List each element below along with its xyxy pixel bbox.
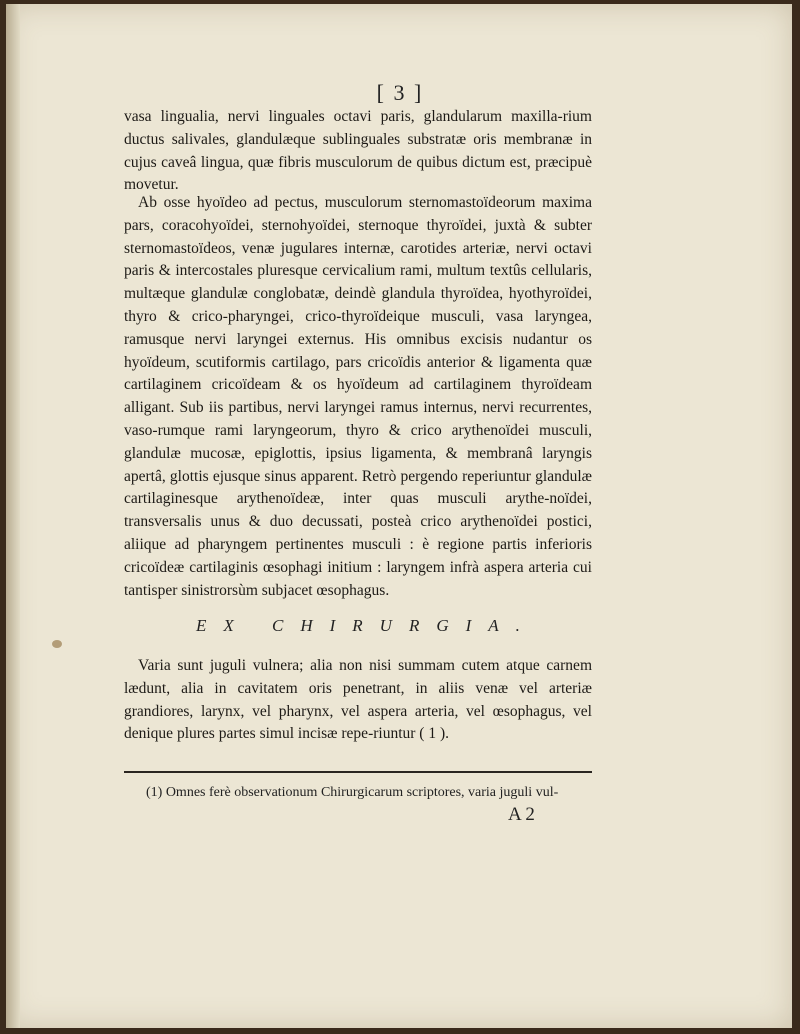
paragraph-2: Ab osse hyoïdeo ad pectus, musculorum sternomastoïdeorum maxima pars, coracohyoïdei, sternohyoïdei, sternoque thyroïdei, juxtà & subter sternomastoïdeos, venæ jugulares internæ, carotides arteriæ, nervi octavi paris & intercostales pluresque cervicalium rami, multum textûs cellularis, multæque glandulæ conglobatæ, deindè glandula thyroïdea, hyothyroïdei, thyro & crico-pharyngei, crico-thyroïdeique musculi, vasa laryngea, ramusque nervi laryngei externus. His omnibus excisis nudantur os hyoïdeum, scutiformis cartilago, pars cricoïdis anterior & ligamenta quæ cartilaginem cricoïdeam & os hyoïdeum ad cartilaginem thyroïdeam alligant. Sub iis partibus, nervi laryngei ramus internus, nervi recurrentes, vaso-rumque rami laryngeorum, thyro & crico arythenoïdei musculi, glandulæ mucosæ, epiglottis, ipsius ligamenta, & membranâ laryngis apertâ, glottis ejusque sinus apparent. Retrò pergendo reperiuntur glandulæ cartilaginesque arythenoïdeæ, inter quas musculi arythe-noïdei, transversalis unus & duo decussati, posteà crico arythenoïdei postici, aliique ad pharyngem pertinentes musculi : è regione partis inferioris cricoïdeæ cartilaginis œsophagi initium : laryngem infrà aspera arteria cui tantisper sinistrorsùm subjacet œsophagus. [124,194,592,599]
footnote: (1) Omnes ferè observationum Chirurgicarum scriptores, varia juguli vul- [146,785,559,800]
paper-stain [52,640,62,648]
paragraph-1: vasa lingualia, nervi linguales octavi paris, glandularum maxilla-rium ductus salivales, glandulæque sublinguales substratæ oris membranæ in cujus caveâ lingua, quæ fibris musculorum de quibus dictum est, præcipuè movetur. [124,108,592,194]
signature-mark: A 2 [508,804,535,825]
book-gutter [6,4,20,1028]
page-number: [ 3 ] [376,80,424,105]
paragraph-3: Varia sunt juguli vulnera; alia non nisi summam cutem atque carnem lædunt, alia in cavitatem oris penetrant, in aliis venæ vel arteriæ grandiores, larynx, vel pharynx, vel aspera arteria, vel œsophagus, vel denique plures partes simul incisæ repe-riuntur ( 1 ). [124,657,592,743]
section-heading: EX CHIRURGIA. [196,616,537,635]
footnote-rule [124,771,592,773]
